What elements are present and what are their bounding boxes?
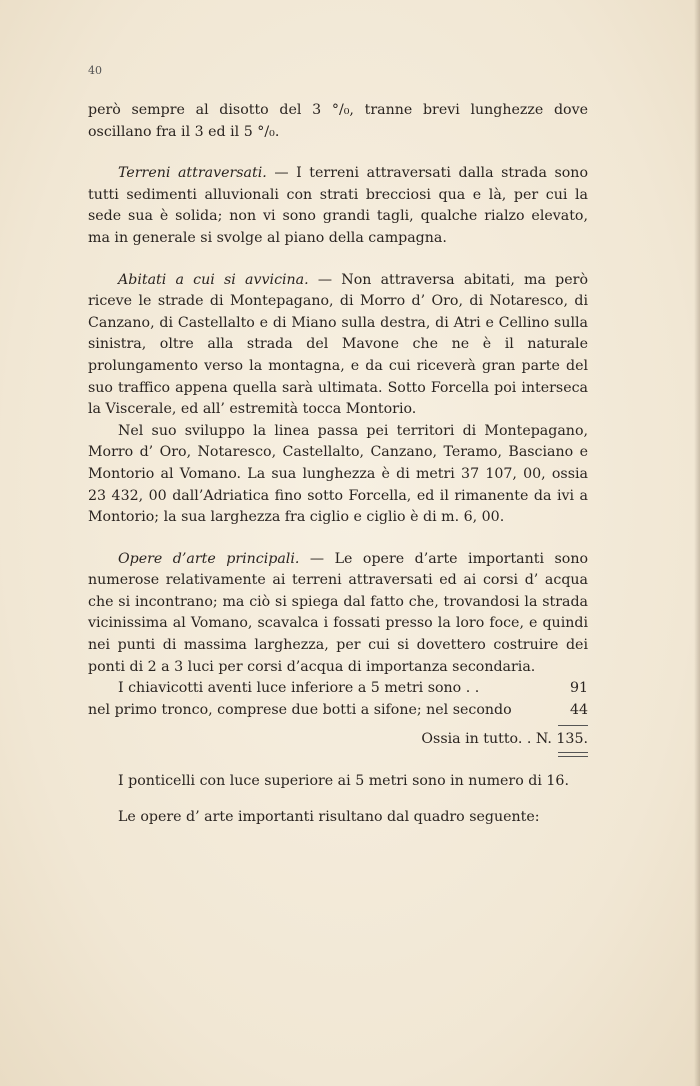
chiavicotti-line-1 (88, 678, 588, 700)
intro-paragraph: però sempre al disotto del 3 °/₀, tranne brevi lunghezze dove oscillano fra il 3 ed il 5 °/₀. (88, 102, 588, 140)
text-abitati: — Non attraversa abitati, ma però riceve le strade di Montepagano, di Morro d’ Oro, di Notaresco, di Canzano, di Castellalto e di Miano sulla destra, di Atri e Cellino sulla sinistra, oltre alla strada del Mavone che ne è il naturale prolungamento verso la montagna, e da cui riceverà gran parte del suo traffico appena quella sarà ultimata. Sotto Forcella poi interseca la Viscerale, ed all’ estremità tocca Montorio. (88, 271, 588, 418)
sum-rule (558, 725, 588, 726)
total-value: 135. (556, 731, 588, 748)
heading-abitati: Abitati a cui si avvicina. (118, 271, 309, 288)
heading-terreni: Terreni attraversati. (118, 165, 267, 182)
page-number: 40 (88, 64, 102, 77)
paragraph-ponticelli: I ponticelli con luce superiore ai 5 metri sono in numero di 16. (118, 773, 569, 790)
chiavicotti-value-2: 44 (569, 701, 588, 718)
double-rule (558, 752, 588, 757)
text-opere: — Le opere d’arte importanti sono numerose relativamente ai terreni attraversati ed ai corsi d’ acqua che si incontrano; ma ciò si spiega dal fatto che, trovandosi la strada vicinissima al Vomano, scavalca i fossati presso la loro foce, e quindi nei punti di massima larghezza, per cui si dovettero costruire dei ponti di 2 a 3 luci per corsi d’acqua di importanza secondaria. (88, 550, 589, 675)
paragraph-opere (88, 549, 588, 679)
total-label: Ossia in tutto. . N. (421, 731, 552, 748)
chiavicotti-label-1: I chiavicotti aventi luce inferiore a 5 metri sono . . (118, 680, 480, 697)
paragraph-sviluppo: Nel suo sviluppo la linea passa pei territori di Montepagano, Morro d’ Oro, Notaresco, Castellalto, Canzano, Teramo, Basciano e Montorio al Vomano. La sua lunghezza è di metri 37 107, 00, ossia 23 432, 00 dall’Adriatica fino sotto Forcella, ed il rimanente da ivi a Montorio; la sua larghezza fra ciglio e ciglio è di m. 6, 00. (88, 422, 588, 526)
chiavicotti-label-2: nel primo tronco, comprese due botti a sifone; nel secondo (88, 701, 512, 718)
chiavicotti-value-1: 91 (569, 680, 588, 697)
body-text (88, 100, 588, 828)
paragraph-abitati (88, 270, 588, 421)
page-edge-shadow (694, 0, 700, 1086)
paragraph-final: Le opere d’ arte importanti risultano dal quadro seguente: (118, 808, 540, 825)
chiavicotti-total (88, 729, 588, 751)
paragraph-terreni (88, 163, 588, 249)
text-terreni: — I terreni attraversati dalla strada sono tutti sedimenti alluvionali con strati brecciosi qua e là, per cui la sede sua è solida; non vi sono grandi tagli, qualche rialzo elevato, ma in generale si svolge al piano della campagna. (88, 165, 588, 246)
chiavicotti-line-2 (88, 700, 588, 722)
heading-opere: Opere d’arte principali. (118, 550, 300, 567)
